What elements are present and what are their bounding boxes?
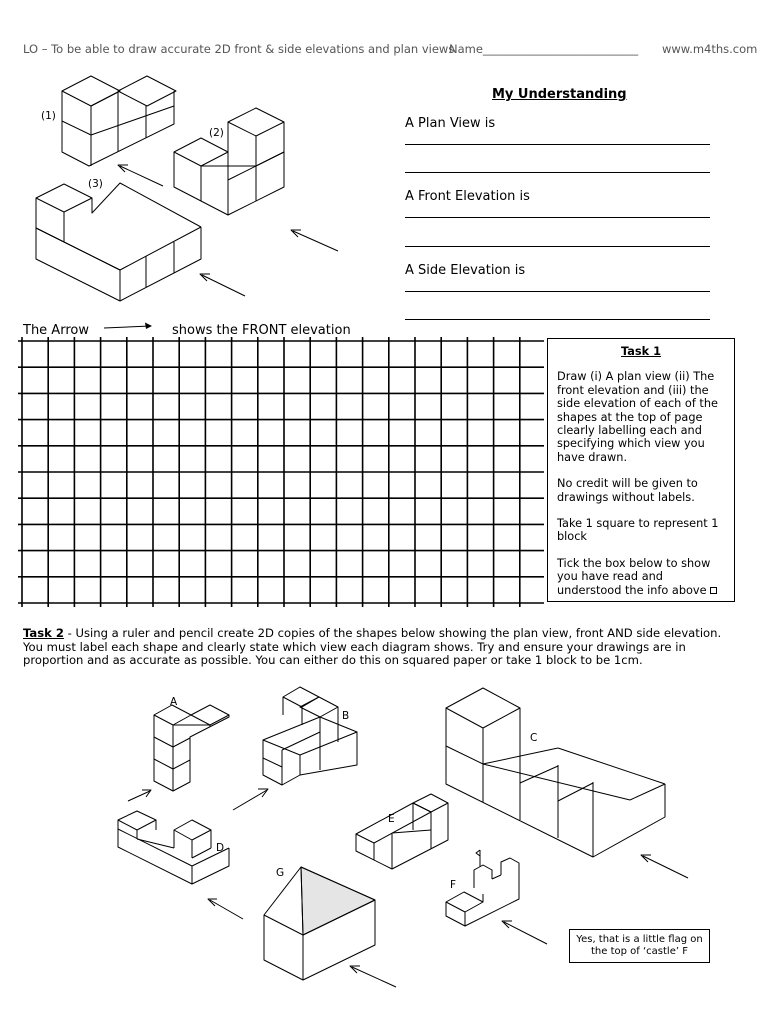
front-elevation-answer-line-2[interactable] bbox=[405, 246, 710, 247]
shape-1-label: (1) bbox=[41, 110, 56, 122]
shape-3-label: (3) bbox=[88, 178, 103, 190]
shape-f-label: F bbox=[450, 879, 457, 891]
shape-c-drawing bbox=[446, 688, 665, 857]
name-field: Name___________________________ bbox=[449, 42, 639, 56]
plan-view-answer-line-1[interactable] bbox=[405, 144, 710, 145]
task1-credit-note: No credit will be given to drawings without labels. bbox=[557, 477, 698, 504]
shape-2-label: (2) bbox=[209, 127, 224, 139]
confirm-read-checkbox[interactable] bbox=[710, 587, 717, 594]
top-shapes-drawing bbox=[0, 0, 380, 320]
arrow-note-end: shows the FRONT elevation bbox=[172, 323, 351, 338]
shape-c-label: C bbox=[530, 732, 538, 744]
task1-scale-note: Take 1 square to represent 1 block bbox=[557, 517, 719, 544]
learning-objective: LO – To be able to draw accurate 2D front & side elevations and plan views bbox=[23, 42, 455, 56]
shape-3-drawing bbox=[36, 183, 201, 301]
task1-instructions: Draw (i) A plan view (ii) The front elevation and (iii) the side elevation of each of the shapes at the top of page clearly labelling each and specifying which view you have drawn. bbox=[557, 370, 718, 464]
website-link[interactable]: www.m4ths.com bbox=[662, 42, 758, 56]
understanding-title: My Understanding bbox=[492, 87, 627, 102]
shape-g-drawing bbox=[264, 867, 375, 980]
task1-title: Task 1 bbox=[621, 345, 661, 358]
square-grid[interactable] bbox=[18, 337, 544, 613]
task1-tick-row bbox=[557, 557, 725, 597]
plan-view-answer-line-2[interactable] bbox=[405, 172, 710, 173]
arrow-sample-icon bbox=[100, 320, 156, 334]
shape-b-label: B bbox=[342, 710, 350, 722]
front-elevation-prompt: A Front Elevation is bbox=[405, 189, 530, 204]
shape-a-drawing bbox=[154, 705, 229, 791]
task1-box bbox=[547, 338, 735, 602]
shape-b-drawing bbox=[263, 687, 357, 785]
shape-d-label: D bbox=[216, 842, 225, 854]
flag-note-box: Yes, that is a little flag on the top of ‘castle’ F bbox=[569, 929, 710, 963]
task1-tick-text: Tick the box below to show you have read and understood the info above bbox=[557, 556, 711, 597]
side-elevation-prompt: A Side Elevation is bbox=[405, 263, 526, 278]
shape-1-drawing bbox=[62, 76, 176, 166]
shape-e-label: E bbox=[388, 813, 395, 825]
shape-e-drawing bbox=[356, 794, 448, 869]
shape-2-drawing bbox=[174, 108, 284, 215]
side-elevation-answer-line-2[interactable] bbox=[405, 319, 710, 320]
arrow-note-start: The Arrow bbox=[23, 323, 89, 338]
task2-text: - Using a ruler and pencil create 2D copies of the shapes below showing the plan view, front AND side elevation. You must label each shape and clearly state which view each diagram shows. Try and ensure your drawings are in proportion and as accurate as possible. You can either do this on squared paper or take 1 block to be 1cm. bbox=[23, 626, 722, 668]
shape-a-label: A bbox=[170, 696, 178, 708]
side-elevation-answer-line-1[interactable] bbox=[405, 291, 710, 292]
front-elevation-answer-line-1[interactable] bbox=[405, 217, 710, 218]
task2-label: Task 2 bbox=[23, 626, 64, 640]
task2-instructions bbox=[23, 627, 743, 668]
shape-f-drawing bbox=[446, 850, 519, 926]
plan-view-prompt: A Plan View is bbox=[405, 116, 496, 131]
shape-d-drawing bbox=[118, 811, 229, 884]
shape-g-label: G bbox=[276, 867, 285, 879]
